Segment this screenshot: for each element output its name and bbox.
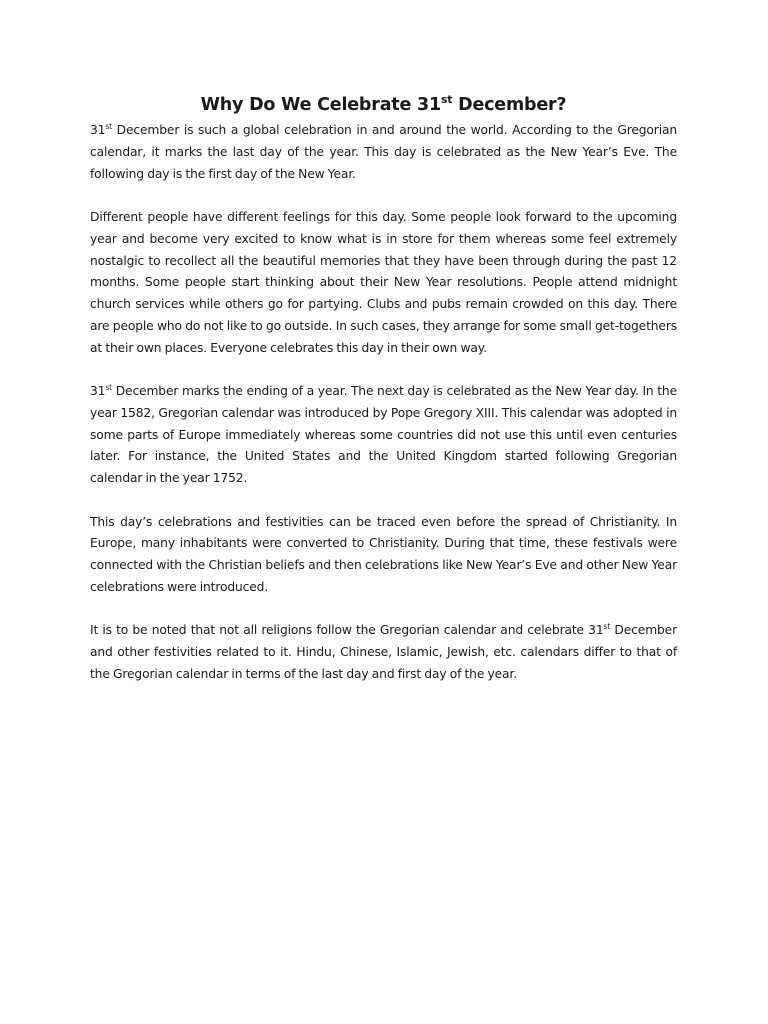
paragraph-superscript: st (105, 121, 113, 131)
paragraph-3: 31st December marks the ending of a year. The next day is celebrated as the New Year day. In the year 1582, Gregorian calendar was introduced by Pope Gregory XIII. This calendar was adopted in some parts of Europe immediately whereas some countries did not use this until even centuries later. For instance, the United States and the United Kingdom started following Gregorian calendar in the year 1752. (90, 382, 677, 485)
paragraph-4: This day’s celebrations and festivities can be traced even before the spread of Christianity. In Europe, many inhabitants were converted to Christianity. During that time, these festivals were connected with the Christian beliefs and then celebrations like New Year’s Eve and other New Year celebrations were introduced. (90, 514, 677, 594)
document-title: Why Do We Celebrate 31st December? (200, 93, 567, 115)
paragraph-1: 31st December is such a global celebration in and around the world. According to the Gregorian calendar, it marks the last day of the year. This day is celebrated as the New Year’s Eve. The following day is the first day of the New Year. (90, 121, 677, 181)
paragraph-superscript: st (105, 382, 113, 392)
paragraph-superscript: st (603, 622, 611, 632)
paragraph-2: Different people have different feelings for this day. Some people look forward to the upcoming year and become very excited to know what is in store for them whereas some feel extremely nostalgic to recollect all the beautiful memories that they have been through during the past 12 months. Some people start thinking about their New Year resolutions. People attend midnight church services while others go for partying. Clubs and pubs remain crowded on this day. There are people who do not like to go outside. In such cases, they arrange for some small get-togethers at their own places. Everyone celebrates this day in their own way. (90, 210, 677, 355)
title-superscript: st (440, 93, 453, 107)
paragraph-5: It is to be noted that not all religions follow the Gregorian calendar and celebrate 31st December and other festivities related to it. Hindu, Chinese, Islamic, Jewish, etc. calendars differ to that of the Gregorian calendar in terms of the last day and first day of the year. (90, 622, 677, 681)
document-body (90, 92, 677, 686)
